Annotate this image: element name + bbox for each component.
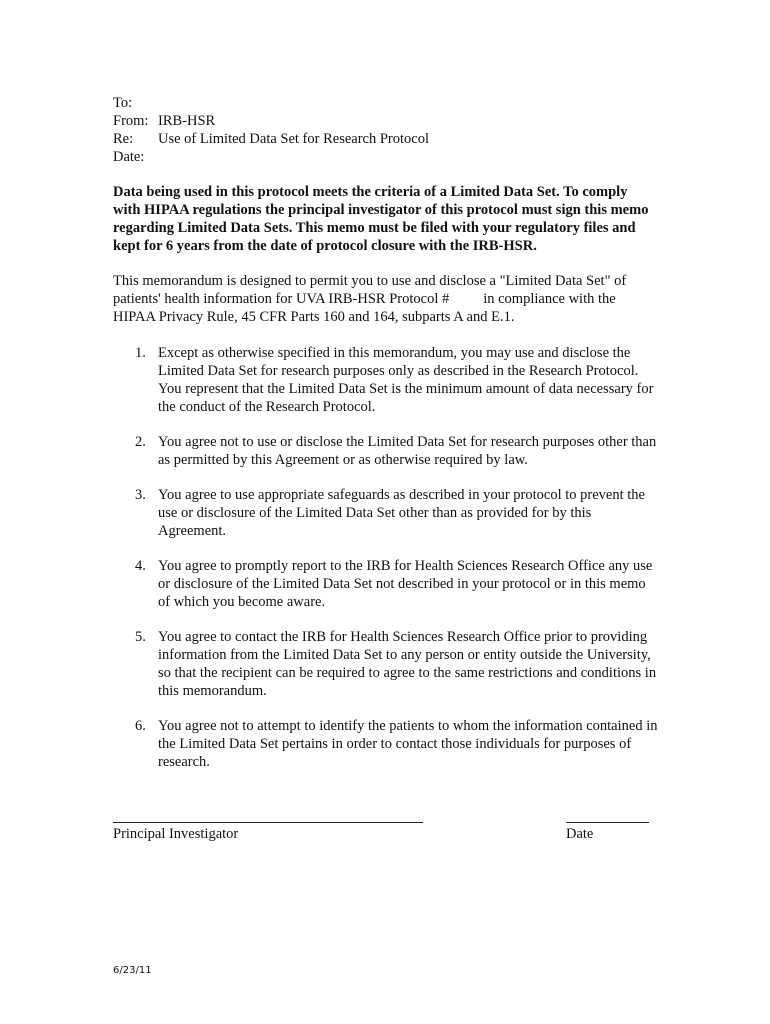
list-item-number: 5.: [135, 629, 146, 645]
intro-notice: Data being used in this protocol meets the criteria of a Limited Data Set. To comply with HIPAA regulations the principal investigator of this protocol must sign this memo regarding Limited Data Sets. This memo must be filed with your regulatory files and kept for 6 years from the date of protocol closure with the IRB-HSR.: [113, 184, 649, 254]
list-item: [113, 557, 658, 611]
list-item-text: You agree not to use or disclose the Limited Data Set for research purposes other than as permitted by this Agreement or as otherwise required by law.: [158, 434, 657, 468]
list-item: [113, 433, 658, 469]
date-signature-line: [566, 822, 649, 823]
footer-date: 6/23/11: [113, 965, 152, 976]
list-item-number: 3.: [135, 487, 146, 503]
re-label: Re:: [113, 131, 134, 147]
from-label: From:: [113, 113, 149, 129]
from-value: IRB-HSR: [158, 113, 216, 129]
date-label: Date:: [113, 149, 145, 165]
pi-signature-line: [113, 822, 423, 823]
list-item: [113, 717, 658, 771]
pi-signature-label: Principal Investigator: [113, 826, 239, 842]
list-item-number: 2.: [135, 434, 146, 450]
list-item-text: You agree not to attempt to identify the patients to whom the information contained in the Limited Data Set pertains in order to contact those individuals for purposes of research.: [158, 718, 658, 770]
list-item-number: 4.: [135, 558, 146, 574]
re-value: Use of Limited Data Set for Research Protocol: [158, 131, 429, 147]
to-row: [113, 94, 429, 112]
date-row: [113, 148, 429, 166]
list-item-text: You agree to contact the IRB for Health Sciences Research Office prior to providing information from the Limited Data Set to any person or entity outside the University, so that the recipient can be required to agree to the same restrictions and conditions in this memorandum.: [158, 629, 657, 699]
intro-paragraph-part2: in compliance with the HIPAA Privacy Rule, 45 CFR Parts 160 and 164, subparts A and E.1.: [113, 291, 616, 325]
list-item: [113, 344, 658, 416]
list-item-number: 1.: [135, 345, 146, 361]
to-label: To:: [113, 95, 133, 111]
intro-paragraph: [113, 272, 658, 326]
list-item-text: Except as otherwise specified in this memorandum, you may use and disclose the Limited Data Set for research purposes only as described in the Research Protocol. You represent that the Limited Data Set is the minimum amount of data necessary for the conduct of the Research Protocol.: [158, 345, 654, 415]
memo-header: [113, 94, 429, 166]
date-signature-label: Date: [566, 826, 594, 842]
list-item-text: You agree to promptly report to the IRB for Health Sciences Research Office any use or disclosure of the Limited Data Set not described in your protocol or in this memo of which you become aware.: [158, 558, 653, 610]
re-row: [113, 130, 429, 148]
list-item: [113, 628, 658, 700]
intro-paragraph-part1: This memorandum is designed to permit you to use and disclose a "Limited Data Set" of patients' health information for UVA IRB-HSR Protocol #: [113, 273, 627, 307]
from-row: [113, 112, 429, 130]
list-item-text: You agree to use appropriate safeguards as described in your protocol to prevent the use or disclosure of the Limited Data Set other than as provided for by this Agreement.: [158, 487, 645, 539]
list-item: [113, 486, 658, 540]
list-item-number: 6.: [135, 718, 146, 734]
terms-list: [113, 344, 658, 788]
